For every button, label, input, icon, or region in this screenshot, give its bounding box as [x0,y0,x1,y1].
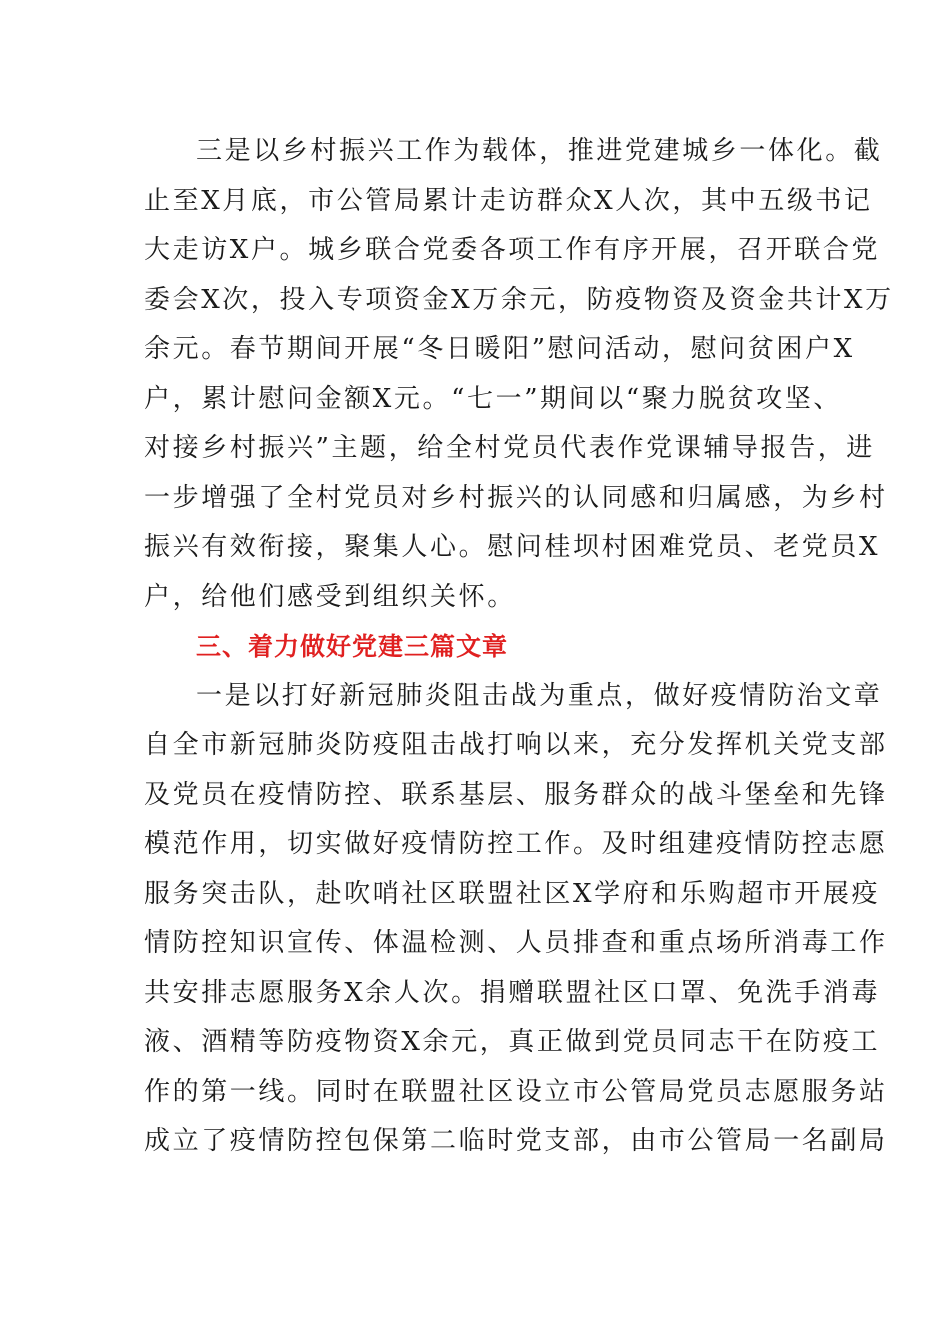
paragraph-line: 情防控知识宣传、体温检测、人员排查和重点场所消毒工作 [144,928,888,958]
paragraph-line: 振兴有效衔接，聚集人心。慰问桂坝村困难党员、老党员X [144,532,881,562]
paragraph-line: 委会X次，投入专项资金X万余元，防疫物资及资金共计X万 [144,284,894,315]
paragraph-line: 余元。春节期间开展“冬日暖阳”慰问活动，慰问贫困户X [144,334,855,364]
paragraph-line: 液、酒精等防疫物资X余元，真正做到党员同志干在防疫工 [144,1027,881,1057]
paragraph-line: 服务突击队，赴吹哨社区联盟社区X学府和乐购超市开展疫 [144,878,881,909]
paragraph-line: 止至X月底，市公管局累计走访群众X人次，其中五级书记 [144,185,873,216]
paragraph-line: 对接乡村振兴”主题，给全村党员代表作党课辅导报告，进 [144,433,875,463]
paragraph-line: 户，累计慰问金额X元。“七一”期间以“聚力脱贫攻坚、 [144,383,842,414]
paragraph-line: 三是以乡村振兴工作为载体，推进党建城乡一体化。截 [196,136,883,166]
paragraph-line: 作的第一线。同时在联盟社区设立市公管局党员志愿服务站 [144,1076,888,1107]
document-body [144,127,894,1167]
paragraph-line: 一步增强了全村党员对乡村振兴的认同感和归属感，为乡村 [144,482,888,513]
paragraph-line: 共安排志愿服务X余人次。捐赠联盟社区口罩、免洗手消毒 [144,977,881,1008]
paragraph-line: 户，给他们感受到组织关怀。 [144,581,516,612]
paragraph-line: 模范作用，切实做好疫情防控工作。及时组建疫情防控志愿 [144,829,888,859]
paragraph-epidemic-prevention [144,672,888,1167]
paragraph-line: 大走访X户。城乡联合党委各项工作有序开展，召开联合党 [144,235,881,265]
paragraph-rural-revitalization [144,127,894,622]
paragraph-line: 自全市新冠肺炎防疫阻击战打响以来，充分发挥机关党支部 [144,730,888,760]
section-heading: 三、着力做好党建三篇文章 [196,632,509,661]
paragraph-line: 成立了疫情防控包保第二临时党支部，由市公管局一名副局 [144,1126,888,1156]
paragraph-line: 一是以打好新冠肺炎阻击战为重点，做好疫情防治文章 [196,680,883,711]
paragraph-line: 及党员在疫情防控、联系基层、服务群众的战斗堡垒和先锋 [144,779,888,810]
